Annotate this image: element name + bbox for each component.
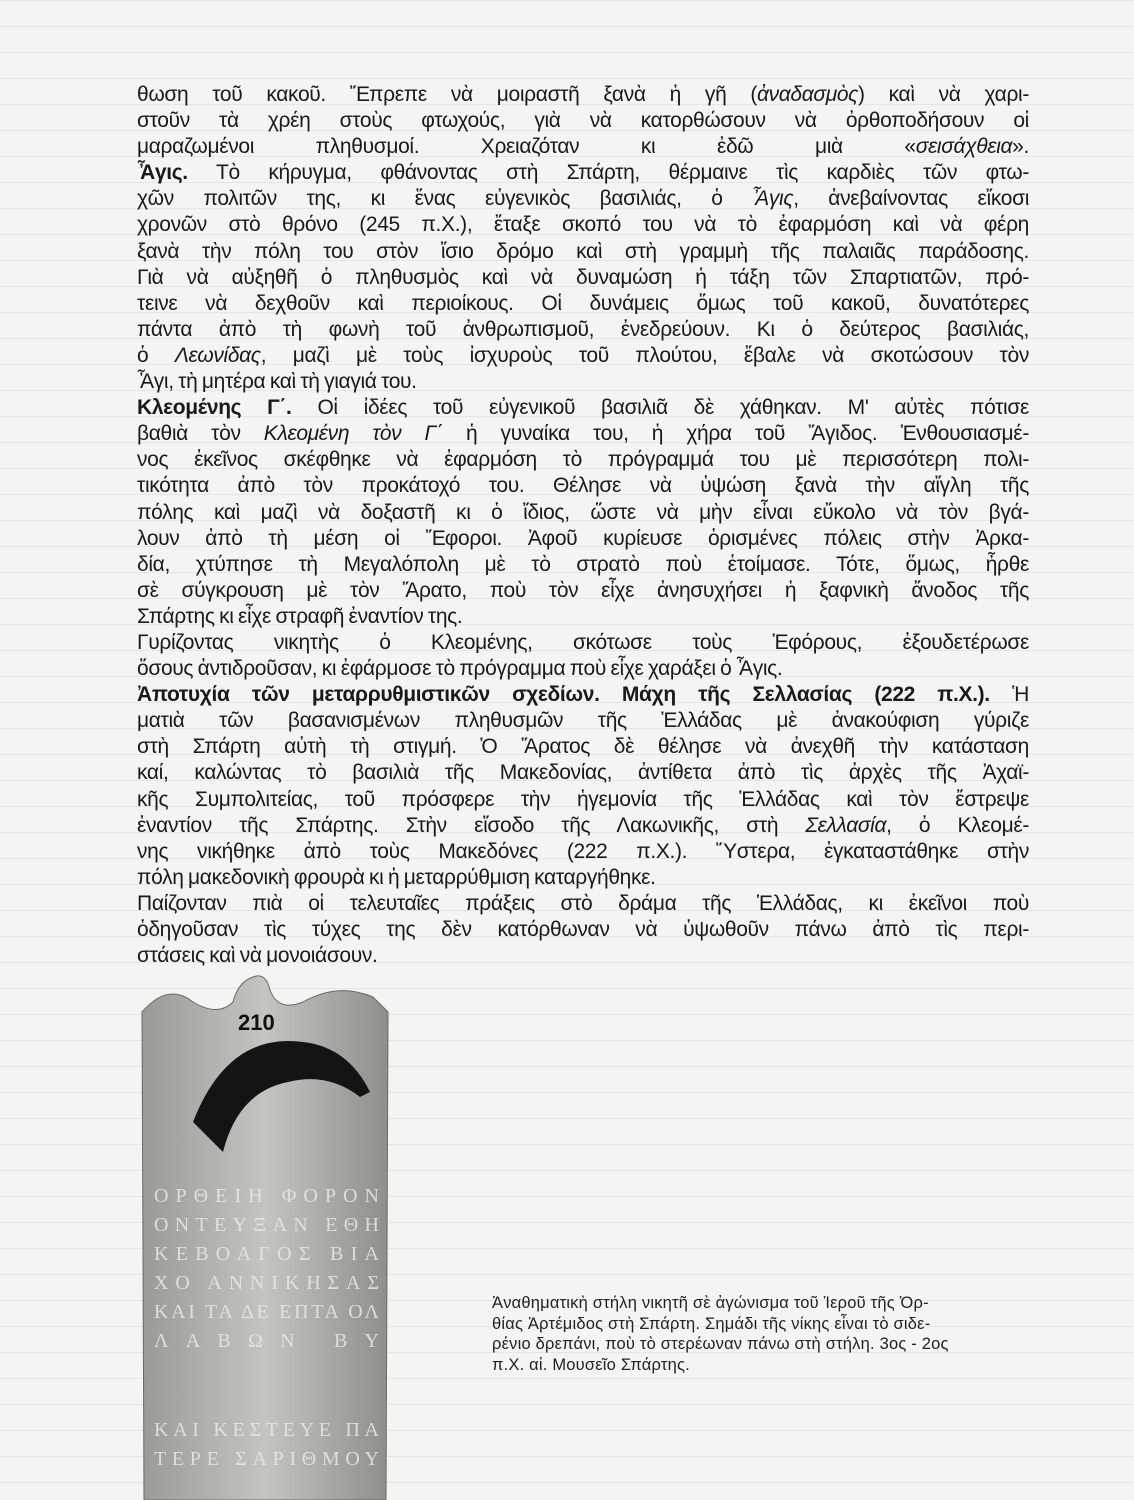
text-line [137, 865, 1029, 891]
text-run: Σπάρτης κι εἶχε στραφῆ ἐναντίον της. [137, 604, 463, 628]
text-run: ὁδηγοῦσαν τὶς τύχες της δὲν κατόρθωναν νὰ ὑψωθοῦν πάνω ἀπὸ τὶς περι- [137, 918, 1029, 941]
text-line [137, 682, 1029, 708]
text-line [137, 421, 1029, 447]
section-heading: Κλεομένης Γ΄. [137, 396, 292, 420]
italic-term: Λεωνίδας [174, 343, 261, 367]
caption-line: Ἀναθηματικὴ στήλη νικητῆ σὲ ἀγώνισμα τοῦ Ἱεροῦ τῆς Ὀρ- [492, 1294, 929, 1312]
text-run: Παίζονταν πιὰ οἱ τελευταῖες πράξεις στὸ δράμα τῆς Ἑλλάδας, κι ἐκεῖνοι ποὺ [137, 891, 1029, 915]
italic-term: Σελλασία [805, 813, 887, 837]
text-run: πάντα ἀπὸ τὴ φωνὴ τοῦ ἀνθρωπισμοῦ, ἐνεδρεύουν. Κι ὁ δεύτερος βασιλιάς, [137, 317, 1029, 341]
section-heading: Ἆγις. [137, 161, 188, 185]
text-run: , ὁ Κλεομέ- [886, 813, 1029, 837]
italic-term: σεισάχθεια [915, 135, 1013, 159]
text-run: ξανὰ τὴν πόλη του στὸν ἴσιο δρόμο καὶ στὴ γραμμὴ τῆς παλαιᾶς παράδοσης. [137, 239, 1029, 263]
text-line [137, 447, 1029, 473]
text-run: ». [1012, 135, 1029, 159]
text-line [137, 108, 1029, 134]
caption-line: θίας Ἀρτέμιδος στὴ Σπάρτη. Σημάδι τῆς νίκης εἶναι τὸ σιδε- [492, 1314, 931, 1333]
stele-inscription-line: ΟΡΘΕΙΗ ΦΟΡΟΝ [154, 1185, 379, 1207]
text-line [137, 708, 1029, 734]
text-line [137, 943, 1029, 969]
text-run: ματιὰ τῶν βασανισμένων πληθυσμῶν τῆς Ἑλλάδας μὲ ἀνακούφιση γύριζε [137, 709, 1029, 733]
text-line [137, 552, 1029, 578]
text-run: μαραζωμένοι πληθυσμοί. Χρειαζόταν κι ἐδῶ μιὰ « [137, 135, 916, 159]
text-run: λουν ἀπὸ τὴ μέση οἱ Ἔφοροι. Ἀφοῦ κυρίευσε ὁρισμένες πόλεις στὴν Ἀρκα- [137, 526, 1029, 550]
text-run: δία, χτύπησε τὴ Μεγαλόπολη μὲ τὸ στρατὸ ποὺ ἑτοίμασε. Τότε, ὅμως, ἦρθε [137, 552, 1029, 576]
text-run: Ἆγι, τὴ μητέρα καὶ τὴ γιαγιά του. [137, 370, 417, 394]
stele-inscription-line: ΟΝΤΕΥΞΑΝ ΕΘΗ [154, 1214, 379, 1236]
italic-term: Κλεομένη τὸν Γ΄ [263, 422, 443, 446]
text-line [137, 134, 1029, 160]
text-run: Ἡ [989, 683, 1029, 707]
text-run: στοῦν τὰ χρέη στοὺς φτωχούς, γιὰ νὰ κατορθώσουν νὰ ὀρθοποδήσουν οἱ [137, 109, 1029, 133]
text-run: πόλης καὶ μαζὶ νὰ δοξαστῆ κι ὁ ἴδιος, ὥστε νὰ μὴν εἶναι εὔκολο νὰ τὸν βγά- [137, 500, 1029, 524]
text-line [137, 734, 1029, 760]
text-run: ἐναντίον τῆς Σπάρτης. Στὴν εἴσοδο τῆς Λακωνικῆς, στὴ [137, 813, 806, 837]
text-run: , μαζὶ μὲ τοὺς ἰσχυροὺς τοῦ πλούτου, ἔβαλε νὰ σκοτώσουν τὸν [260, 343, 1029, 367]
text-run: Οἱ ἰδέες τοῦ εὐγενικοῦ βασιλιᾶ δὲ χάθηκαν. Μ' αὐτὲς πότισε [291, 396, 1029, 420]
text-line [137, 186, 1029, 212]
text-run: πόλη μακεδονικὴ φρουρὰ κι ἡ μεταρρύθμιση καταργήθηκε. [137, 865, 656, 889]
text-line [137, 212, 1029, 238]
text-run: ὅσους ἀντιδροῦσαν, κι ἐφάρμοσε τὸ πρόγραμμα ποὺ εἶχε χαράξει ὁ Ἆγις. [137, 657, 783, 681]
text-run: νης νικήθηκε ἀπὸ τοὺς Μακεδόνες (222 π.Χ.). Ὕστερα, ἐγκαταστάθηκε στὴν [137, 839, 1029, 863]
text-run: κῆς Συμπολιτείας, τοῦ πρόσφερε τὴν ἡγεμονία τῆς Ἑλλάδας καὶ τὸν ἔστρεψε [137, 787, 1029, 811]
text-line [137, 891, 1029, 917]
text-line [137, 291, 1029, 317]
text-run: ) καὶ νὰ χαρι- [858, 83, 1030, 106]
section-heading: Ἀποτυχία τῶν μεταρρυθμιστικῶν σχεδίων. Μάχη τῆς Σελλασίας (222 π.Χ.). [137, 683, 990, 707]
stele-inscription-line: ΤΕΡΕ ΣΑΡΙΘΜΟΥ [154, 1448, 379, 1470]
text-line [137, 82, 1029, 108]
text-run: ὁ [137, 343, 175, 367]
text-line [137, 239, 1029, 265]
text-run: στὴ Σπάρτη αὐτὴ τὴ στιγμή. Ὁ Ἄρατος δὲ θέλησε νὰ ἀνεχθῆ τὴν κατάσταση [137, 735, 1029, 759]
stele-inscription-line: ΚΑΙ ΚΕΣΤΕΥΕ ΠΑ [154, 1419, 379, 1441]
text-run: βαθιὰ τὸν [137, 422, 264, 446]
text-run: χῶν πολιτῶν της, κι ἕνας εὐγενικὸς βασιλιάς, ὁ [137, 187, 753, 211]
text-run: νος ἐκεῖνος σκέφθηκε νὰ ἐφαρμόση τὸ πρόγραμμά του μὲ περισσότερη πολι- [137, 448, 1029, 472]
stele-inscription-line: ΛΑΒΩΝ ΒΥ [154, 1330, 379, 1352]
text-line [137, 760, 1029, 786]
text-line [137, 917, 1029, 943]
text-run: ἡ γυναίκα του, ἡ χήρα τοῦ Ἄγιδος. Ἐνθουσιασμέ- [442, 422, 1029, 446]
text-line [137, 369, 1029, 395]
text-run: Τὸ κήρυγμα, φθάνοντας στὴ Σπάρτη, θέρμαινε τὶς καρδιὲς τῶν φτω- [187, 161, 1029, 185]
text-run: Γιὰ νὰ αὐξηθῆ ὁ πληθυσμὸς καὶ νὰ δυναμώση ἡ τάξη τῶν Σπαρτιατῶν, πρό- [137, 265, 1029, 289]
text-line [137, 604, 1029, 630]
text-line [137, 813, 1029, 839]
text-run: σὲ σύγκρουση μὲ τὸν Ἄρατο, ποὺ τὸν εἶχε ἀνησυχήσει ἡ ξαφνικὴ ἄνοδος τῆς [137, 578, 1029, 602]
text-line [137, 317, 1029, 343]
text-line [137, 160, 1029, 186]
text-run: στάσεις καὶ νὰ μονοιάσουν. [137, 944, 378, 968]
stele-number: 210 [238, 1010, 275, 1035]
text-run: , ἀνεβαίνοντας εἴκοσι [793, 187, 1030, 211]
text-line [137, 578, 1029, 604]
text-line [137, 500, 1029, 526]
text-line [137, 395, 1029, 421]
text-run: τικότητα ἀπὸ τὸν προκάτοχό του. Θέλησε νὰ ὑψώση ξανὰ τὴν αἴγλη τῆς [137, 474, 1029, 498]
text-run: θωση τοῦ κακοῦ. Ἔπρεπε νὰ μοιραστῆ ξανὰ ἡ γῆ ( [137, 83, 758, 106]
caption-line: ρένιο δρεπάνι, ποὺ τὸ στερέωναν πάνω στὴ στήλη. 3ος - 2ος [492, 1335, 949, 1353]
text-line [137, 656, 1029, 682]
stele-inscription-line: ΚΕΒΟΑΓΟΣ ΒΙΑ [154, 1243, 379, 1265]
text-run: τεινε νὰ δεχθοῦν καὶ περιοίκους. Οἱ δυνάμεις ὅμως τοῦ κακοῦ, δυνατότερες [137, 291, 1029, 315]
stele-photo [138, 972, 398, 1500]
text-run: Γυρίζοντας νικητὴς ὁ Κλεομένης, σκότωσε τοὺς Ἐφόρους, ἐξουδετέρωσε [137, 630, 1029, 654]
text-line [137, 839, 1029, 865]
stele-inscription-line: ΚΑΙ ΤΑ ΔΕ ΕΠΤΑ ΟΛ [154, 1301, 379, 1323]
text-line [137, 473, 1029, 499]
figure-caption [492, 1293, 1052, 1375]
text-line [137, 343, 1029, 369]
text-run: καί, καλώντας τὸ βασιλιὰ τῆς Μακεδονίας, ἀντίθετα ἀπὸ τὶς ἀρχὲς τῆς Ἀχαϊ- [137, 761, 1029, 785]
text-line [137, 526, 1029, 552]
body-text [137, 82, 1029, 969]
italic-term: Ἆγις [752, 187, 794, 211]
text-line [137, 630, 1029, 656]
italic-term: ἀναδασμὸς [757, 83, 859, 106]
caption-line: π.Χ. αἰ. Μουσεῖο Σπάρτης. [492, 1355, 690, 1374]
text-line [137, 787, 1029, 813]
stele-inscription-line: ΧΟ ΑΝΝΙΚΗΣΑΣ [154, 1272, 379, 1294]
text-run: χρονῶν στὸ θρόνο (245 π.Χ.), ἔταξε σκοπό του νὰ τὸ ἐφαρμόση καὶ νὰ φέρη [137, 213, 1029, 237]
text-line [137, 265, 1029, 291]
